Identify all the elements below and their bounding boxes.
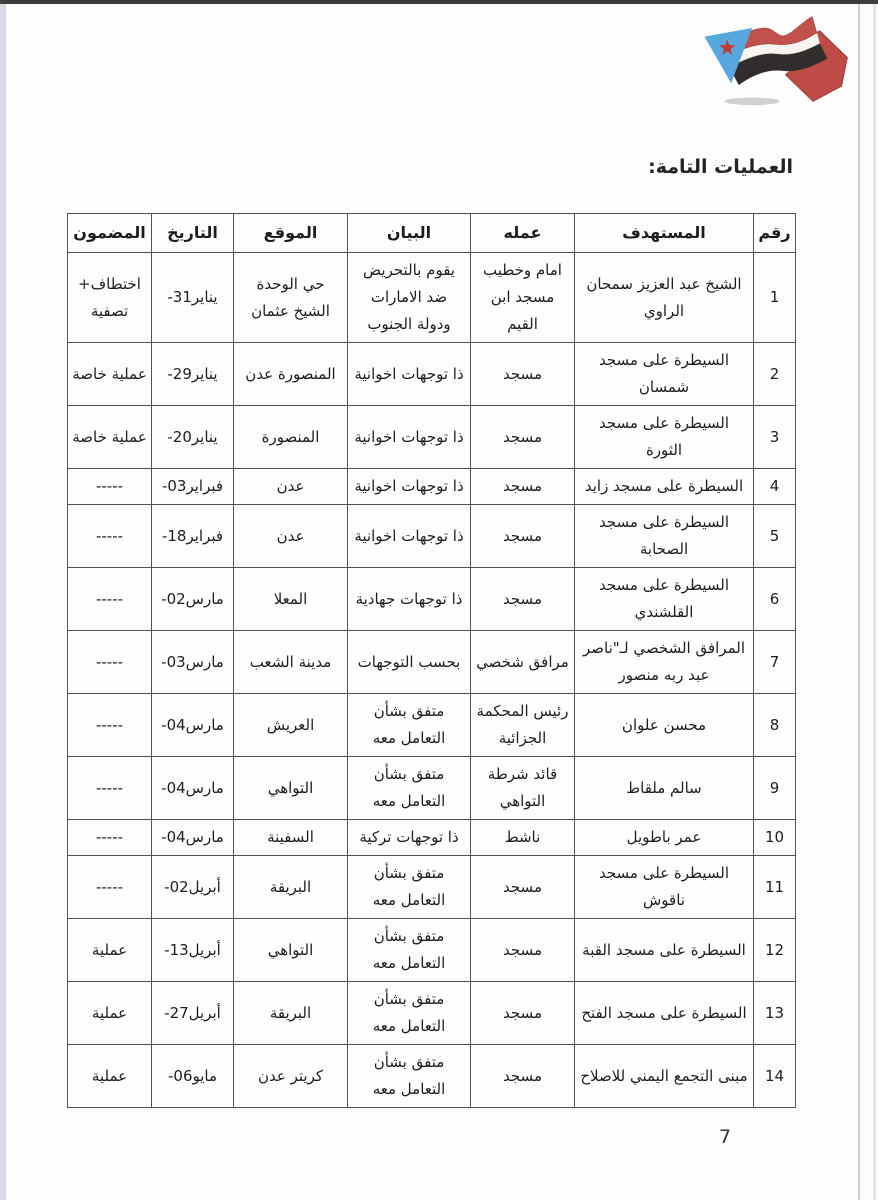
cell-number: 7 [754,631,796,694]
cell-target: المرافق الشخصي لـ"ناصر عبد ربه منصور [575,631,754,694]
cell-target: الشيخ عبد العزيز سمحان الراوي [575,253,754,343]
table-row [68,757,796,820]
cell-statement: ذا توجهات اخوانية [348,343,471,406]
table-row [68,568,796,631]
cell-date: -31يناير [152,253,234,343]
cell-statement: ذا توجهات اخوانية [348,469,471,505]
cell-location: التواهي [234,919,348,982]
cell-location: العريش [234,694,348,757]
column-header-target: المستهدف [575,214,754,253]
cell-number: 1 [754,253,796,343]
cell-number: 10 [754,820,796,856]
cell-content: ----- [68,694,152,757]
cell-location: مدينة الشعب [234,631,348,694]
cell-target: السيطرة على مسجد القبة [575,919,754,982]
table-row [68,694,796,757]
cell-job: مسجد [471,568,575,631]
column-header-statement: البيان [348,214,471,253]
cell-content: ----- [68,469,152,505]
column-header-content: المضمون [68,214,152,253]
cell-job: مسجد [471,982,575,1045]
table-row [68,343,796,406]
table-row [68,631,796,694]
cell-location: التواهي [234,757,348,820]
table-row [68,406,796,469]
page-number: 7 [718,1126,732,1148]
cell-date: -06مايو [152,1045,234,1108]
cell-target: محسن علوان [575,694,754,757]
cell-target: عمر باطويل [575,820,754,856]
cell-target: السيطرة على مسجد زايد [575,469,754,505]
cell-number: 11 [754,856,796,919]
cell-job: ناشط [471,820,575,856]
page-title: العمليات التامة: [648,156,793,178]
cell-date: -04مارس [152,694,234,757]
cell-content: عملية [68,919,152,982]
cell-statement: متفق بشأن التعامل معه [348,757,471,820]
cell-content: عملية [68,1045,152,1108]
cell-number: 8 [754,694,796,757]
column-header-job: عمله [471,214,575,253]
cell-location: السفينة [234,820,348,856]
cell-job: قائد شرطة التواهي [471,757,575,820]
cell-job: مرافق شخصي [471,631,575,694]
operations-table-wrapper [67,213,795,1108]
cell-number: 5 [754,505,796,568]
cell-target: السيطرة على مسجد الثورة [575,406,754,469]
cell-content: ----- [68,631,152,694]
cell-job: امام وخطيب مسجد ابن القيم [471,253,575,343]
cell-statement: ذا توجهات جهادية [348,568,471,631]
table-body [68,253,796,1108]
cell-job: مسجد [471,469,575,505]
cell-date: -04مارس [152,757,234,820]
cell-content: عملية خاصة [68,343,152,406]
cell-number: 13 [754,982,796,1045]
cell-date: -27أبريل [152,982,234,1045]
cell-statement: متفق بشأن التعامل معه [348,694,471,757]
table-row [68,469,796,505]
cell-target: السيطرة على مسجد الفتح [575,982,754,1045]
scan-edge-right-line [858,4,860,1200]
table-row [68,919,796,982]
cell-location: كريتر عدن [234,1045,348,1108]
cell-target: السيطرة على مسجد القلشندي [575,568,754,631]
table-row [68,856,796,919]
cell-date: -02أبريل [152,856,234,919]
scan-edge-right-line-2 [873,4,876,1200]
cell-number: 6 [754,568,796,631]
cell-target: سالم ملقاط [575,757,754,820]
table-row [68,505,796,568]
column-header-number: رقم [754,214,796,253]
cell-date: -03مارس [152,631,234,694]
cell-content: ----- [68,505,152,568]
cell-statement: ذا توجهات اخوانية [348,406,471,469]
cell-statement: بحسب التوجهات [348,631,471,694]
cell-location: المنصورة [234,406,348,469]
cell-number: 9 [754,757,796,820]
table-header-row [68,214,796,253]
column-header-location: الموقع [234,214,348,253]
table-row [68,1045,796,1108]
column-header-date: التاريخ [152,214,234,253]
cell-content: ----- [68,757,152,820]
cell-content: عملية خاصة [68,406,152,469]
cell-date: -18فبراير [152,505,234,568]
cell-location: البريقة [234,982,348,1045]
cell-date: -13أبريل [152,919,234,982]
cell-location: البريقة [234,856,348,919]
cell-job: مسجد [471,919,575,982]
cell-job: مسجد [471,505,575,568]
table-row [68,820,796,856]
cell-statement: متفق بشأن التعامل معه [348,856,471,919]
cell-content: ----- [68,568,152,631]
cell-statement: متفق بشأن التعامل معه [348,982,471,1045]
cell-number: 4 [754,469,796,505]
cell-location: المنصورة عدن [234,343,348,406]
cell-target: السيطرة على مسجد شمسان [575,343,754,406]
cell-content: اختطاف+ تصفية [68,253,152,343]
table-row [68,982,796,1045]
cell-date: -29يناير [152,343,234,406]
cell-location: حي الوحدة الشيخ عثمان [234,253,348,343]
cell-statement: متفق بشأن التعامل معه [348,1045,471,1108]
cell-date: -02مارس [152,568,234,631]
scan-edge-top [0,0,878,4]
south-yemen-flag-arrow-logo [692,8,856,108]
cell-location: المعلا [234,568,348,631]
cell-location: عدن [234,469,348,505]
cell-job: مسجد [471,406,575,469]
cell-target: السيطرة على مسجد ناقوش [575,856,754,919]
cell-target: مبنى التجمع اليمني للاصلاح [575,1045,754,1108]
cell-job: مسجد [471,343,575,406]
cell-statement: ذا توجهات اخوانية [348,505,471,568]
cell-date: -04مارس [152,820,234,856]
cell-location: عدن [234,505,348,568]
cell-job: رئيس المحكمة الجزائية [471,694,575,757]
cell-target: السيطرة على مسجد الصحابة [575,505,754,568]
cell-number: 12 [754,919,796,982]
cell-job: مسجد [471,856,575,919]
cell-date: -20يناير [152,406,234,469]
table-row [68,253,796,343]
cell-number: 14 [754,1045,796,1108]
cell-job: مسجد [471,1045,575,1108]
cell-statement: ذا توجهات تركية [348,820,471,856]
operations-table [67,213,796,1108]
scan-edge-left [0,4,6,1200]
cell-content: ----- [68,820,152,856]
cell-content: ----- [68,856,152,919]
cell-statement: يقوم بالتحريض ضد الامارات ودولة الجنوب [348,253,471,343]
cell-number: 3 [754,406,796,469]
logo-shadow-icon [724,98,779,106]
cell-content: عملية [68,982,152,1045]
cell-number: 2 [754,343,796,406]
cell-statement: متفق بشأن التعامل معه [348,919,471,982]
cell-date: -03فبراير [152,469,234,505]
